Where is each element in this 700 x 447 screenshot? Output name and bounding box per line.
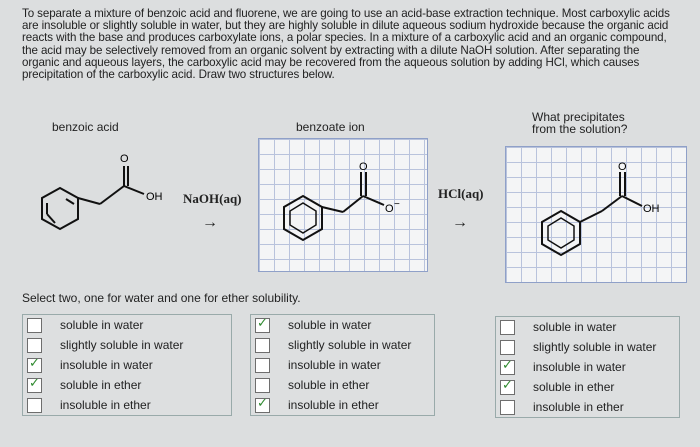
checkbox[interactable] <box>27 398 42 413</box>
negative-charge-sign: − <box>394 199 400 210</box>
checkbox[interactable] <box>27 318 42 333</box>
option-slightly-soluble-in-water[interactable]: slightly soluble in water <box>255 335 430 355</box>
option-insoluble-in-ether[interactable]: insoluble in ether <box>27 395 227 415</box>
checkbox[interactable] <box>255 358 270 373</box>
reaction-arrow-1: → <box>202 214 218 231</box>
benzoate-carbonyl-oxygen: O <box>359 161 368 173</box>
checkbox[interactable] <box>500 400 515 415</box>
option-insoluble-in-ether[interactable]: insoluble in ether <box>500 397 675 417</box>
instructions-paragraph: To separate a mixture of benzoic acid and fluorene, we are going to use an acid-base extraction technique. Most carboxylic acids are insoluble or slightly soluble in water, but they are highly soluble in dilute aqueous sodium hydroxide because the organic acid reacts with the base and produces carboxylate ions, a polar species. In a mixture of a carboxylic acid and an organic compound, the acid may be selectively removed from an organic solvent by extracting with a dilute NaOH solution. After separating the organic and aqueous layers, the carboxylic acid may be recovered from the aqueous solution by adding HCl, which causes precipitation of the carboxylic acid. Draw two structures below. <box>22 7 670 82</box>
option-insoluble-in-ether[interactable]: ✓ insoluble in ether <box>255 395 430 415</box>
benzoate-ion-solubility-options <box>250 314 435 416</box>
benzoate-anionic-oxygen: O <box>385 203 394 215</box>
precipitate-carbonyl-oxygen: O <box>618 161 627 173</box>
checkbox[interactable] <box>255 338 270 353</box>
checkbox-checked[interactable] <box>27 358 42 373</box>
option-slightly-soluble-in-water[interactable]: slightly soluble in water <box>27 335 227 355</box>
checkbox[interactable] <box>500 340 515 355</box>
benzoic-acid-header: benzoic acid <box>52 120 119 134</box>
reaction-arrow-2: → <box>452 214 468 231</box>
checkbox-checked[interactable] <box>255 318 270 333</box>
option-slightly-soluble-in-water[interactable]: slightly soluble in water <box>500 337 675 357</box>
option-insoluble-in-water[interactable]: ✓ insoluble in water <box>500 357 675 377</box>
option-soluble-in-ether[interactable]: ✓ soluble in ether <box>27 375 227 395</box>
checkbox[interactable] <box>27 338 42 353</box>
precipitate-hydroxyl-label: OH <box>643 203 660 215</box>
hcl-reagent-label: HCl(aq) <box>438 186 484 201</box>
benzoate-ion-header: benzoate ion <box>296 120 365 134</box>
benzoic-acid-solubility-options <box>22 314 232 416</box>
option-insoluble-in-water[interactable]: insoluble in water <box>255 355 430 375</box>
option-soluble-in-ether[interactable]: ✓ soluble in ether <box>500 377 675 397</box>
precipitate-header: What precipitates from the solution? <box>532 110 628 136</box>
checkbox-checked[interactable] <box>500 360 515 375</box>
checkbox-checked[interactable] <box>255 398 270 413</box>
option-soluble-in-water[interactable]: soluble in water <box>27 315 227 335</box>
option-soluble-in-water[interactable]: soluble in water <box>500 317 675 337</box>
selection-prompt: Select two, one for water and one for ether solubility. <box>22 291 301 305</box>
naoh-reagent-label: NaOH(aq) <box>183 191 242 206</box>
checkbox[interactable] <box>500 320 515 335</box>
checkbox-checked[interactable] <box>27 378 42 393</box>
option-insoluble-in-water[interactable]: ✓ insoluble in water <box>27 355 227 375</box>
checkbox[interactable] <box>255 378 270 393</box>
option-soluble-in-water[interactable]: ✓ soluble in water <box>255 315 430 335</box>
carbonyl-oxygen-label: O <box>120 153 129 165</box>
option-soluble-in-ether[interactable]: soluble in ether <box>255 375 430 395</box>
precipitate-solubility-options <box>495 316 680 418</box>
checkbox-checked[interactable] <box>500 380 515 395</box>
hydroxyl-label: OH <box>146 191 163 203</box>
